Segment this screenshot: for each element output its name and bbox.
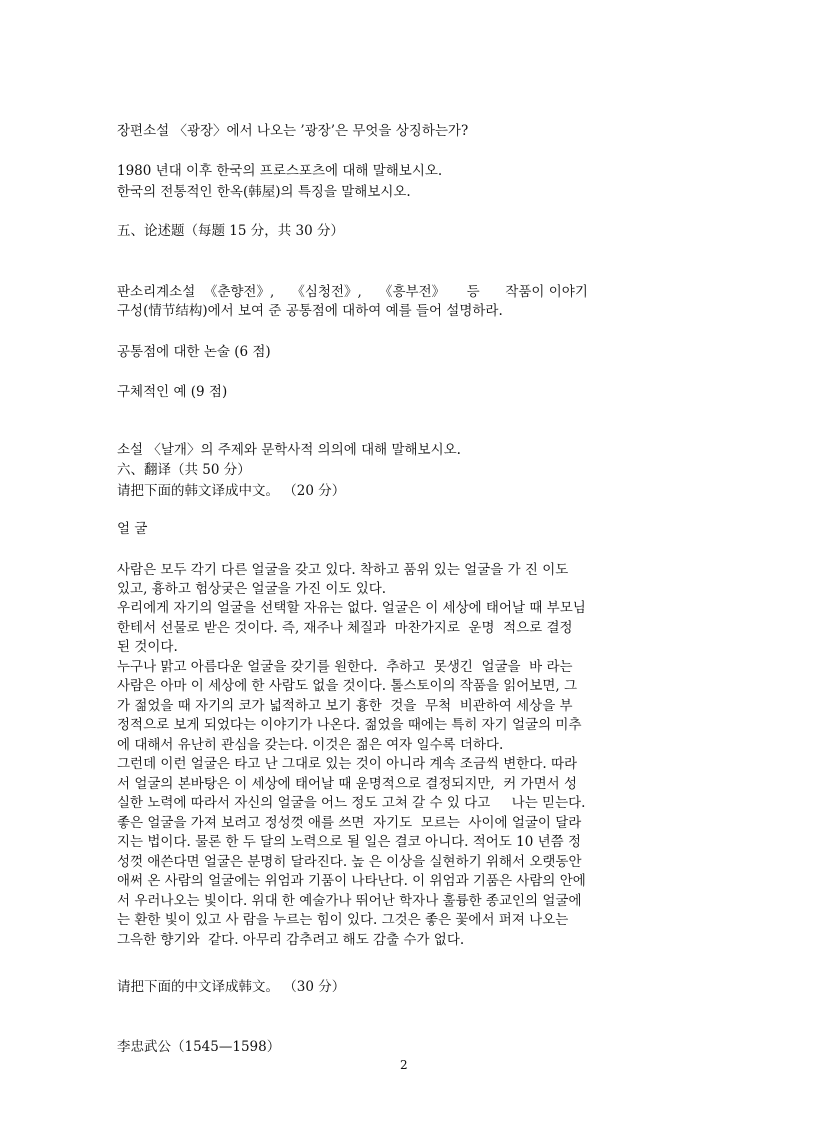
passage-line: 서 우러나오는 빛이다. 위대 한 예술가나 뛰어난 학자나 훌륭한 종교인의 얼굴에 bbox=[117, 893, 582, 909]
score-concrete-examples: 구체적인 예 (9 점) bbox=[117, 384, 228, 400]
passage-line: 는 환한 빛이 있고 사 람을 누르는 힘이 있다. 그것은 좋은 꽃에서 퍼져 나오는 bbox=[117, 912, 569, 928]
passage-line: 그런데 이런 얼굴은 타고 난 그대로 있는 것이 아니라 계속 조금씩 변한다. 따라 bbox=[117, 756, 578, 772]
document-page bbox=[117, 0, 717, 1129]
passage-line: 좋은 얼굴을 가져 보려고 정성껏 애를 쓰면 자기도 모르는 사이에 얼굴이 달라 bbox=[117, 815, 582, 831]
passage-line: 있고, 흉하고 험상궂은 얼굴을 가진 이도 있다. bbox=[117, 581, 387, 597]
passage-line: 그윽한 향기와 같다. 아무리 감추려고 해도 감출 수가 없다. bbox=[117, 932, 465, 948]
section-5-heading: 五、论述题（每题 15 分，共 30 分） bbox=[117, 223, 345, 239]
instruction-korean-to-chinese: 请把下面的韩文译成中文。 （20 分） bbox=[117, 483, 346, 499]
passage-line: 가 젊었을 때 자기의 코가 넓적하고 보기 흉한 것을 무척 비관하여 세상을 부 bbox=[117, 698, 573, 714]
instruction-chinese-to-korean: 请把下面的中文译成韩文。 （30 分） bbox=[117, 979, 346, 995]
question-pansori-line-1: 판소리계소설 《춘향전》, 《심청전》, 《흥부전》 등 작품이 이야기 bbox=[117, 284, 588, 300]
question-hanok: 한국의 전통적인 한옥(韩屋)의 특징을 말해보시오. bbox=[117, 184, 411, 200]
passage-line: 애써 온 사람의 얼굴에는 위엄과 기품이 나타난다. 이 위엄과 기품은 사람의 안에 bbox=[117, 873, 586, 889]
passage-line: 우리에게 자기의 얼굴을 선택할 자유는 없다. 얼굴은 이 세상에 태어날 때 부모님 bbox=[117, 600, 586, 616]
passage-line: 서 얼굴의 본바탕은 이 세상에 태어날 때 운명적으로 결정되지만, 커 가면서 성 bbox=[117, 776, 578, 792]
page-number: 2 bbox=[400, 1058, 408, 1072]
question-wings-novel: 소설 〈날개〉의 주제와 문학사적 의의에 대해 말해보시오. bbox=[117, 442, 461, 458]
passage-line: 된 것이다. bbox=[117, 639, 178, 655]
passage-line: 실한 노력에 따라서 자신의 얼굴을 어느 정도 고쳐 갈 수 있 다고 나는 믿는다. bbox=[117, 795, 586, 811]
passage-line: 지는 법이다. 물론 한 두 달의 노력으로 될 일은 결코 아니다. 적어도 10 년쯤 정 bbox=[117, 834, 582, 850]
question-plaza-symbol: 장편소설 〈광장〉에서 나오는 ’광장’은 무엇을 상징하는가? bbox=[117, 123, 469, 139]
passage-line: 한테서 선물로 받은 것이다. 즉, 재주나 체질과 마찬가지로 운명 적으로 결정 bbox=[117, 620, 573, 636]
section-6-heading: 六、翻译（共 50 分） bbox=[117, 462, 251, 478]
passage-line: 사람은 아마 이 세상에 한 사람도 없을 것이다. 톨스토이의 작품을 읽어보면, 그 bbox=[117, 678, 578, 694]
passage-line: 누구나 맑고 아름다운 얼굴을 갖기를 원한다. 추하고 못생긴 얼굴을 바 라는 bbox=[117, 659, 573, 675]
score-common-points: 공통점에 대한 논술 (6 점) bbox=[117, 344, 271, 360]
passage-line: 에 대해서 유난히 관심을 갖는다. 이것은 젊은 여자 일수록 더하다. bbox=[117, 737, 504, 753]
passage-line: 정적으로 보게 되었다는 이야기가 나온다. 젊었을 때에는 특히 자기 얼굴의 미추 bbox=[117, 717, 582, 733]
passage-title: 얼 굴 bbox=[117, 521, 148, 537]
passage-2-title: 李忠武公（1545—1598） bbox=[117, 1039, 281, 1055]
question-pansori-line-2: 구성(情节结构)에서 보여 준 공통점에 대하여 예를 들어 설명하라. bbox=[117, 303, 503, 319]
passage-line: 성껏 애쓴다면 얼굴은 분명히 달라진다. 높 은 이상을 실현하기 위해서 오랫동안 bbox=[117, 854, 582, 870]
passage-line: 사람은 모두 각기 다른 얼굴을 갖고 있다. 착하고 품위 있는 얼굴을 가 진 이도 bbox=[117, 562, 569, 578]
question-pro-sports: 1980 년대 이후 한국의 프로스포츠에 대해 말해보시오. bbox=[117, 163, 443, 179]
